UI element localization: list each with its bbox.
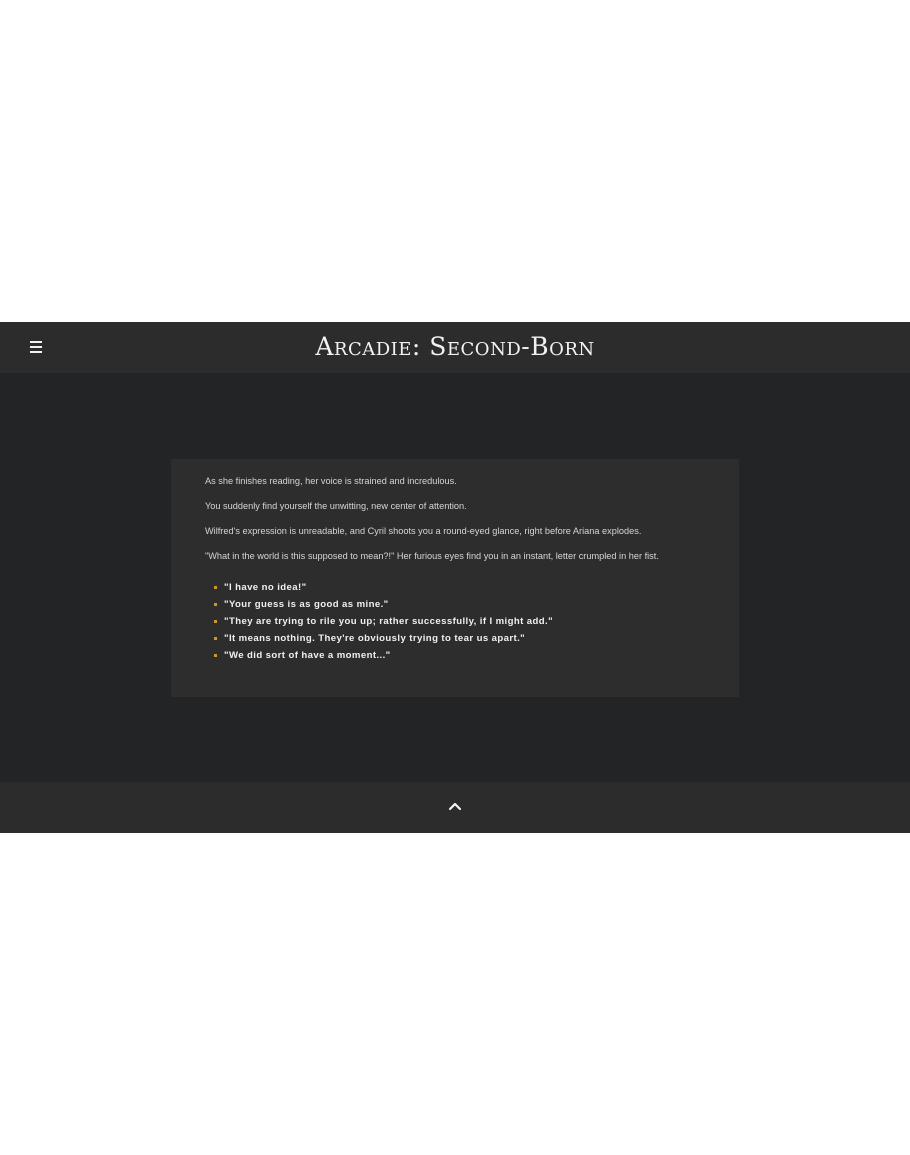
bottom-bar [0, 782, 910, 833]
bullet-icon [214, 654, 217, 657]
choice-label: "Your guess is as good as mine." [224, 599, 389, 610]
passage-paragraph: Wilfred's expression is unreadable, and Cyril shoots you a round-eyed glance, right before Ariana explodes. [205, 526, 642, 536]
choice-link[interactable] [214, 630, 711, 647]
passage-paragraph: As she finishes reading, her voice is strained and incredulous. [205, 476, 457, 486]
choice-label: "We did sort of have a moment..." [224, 650, 391, 661]
choice-link[interactable] [214, 613, 711, 630]
choice-label: "They are trying to rile you up; rather successfully, if I might add." [224, 616, 554, 627]
choice-list [205, 579, 711, 664]
bullet-icon [214, 637, 217, 640]
top-bar [0, 322, 910, 373]
passage-paragraph: You suddenly find yourself the unwitting, new center of attention. [205, 501, 467, 511]
game-app [0, 322, 910, 833]
chevron-up-icon [445, 796, 465, 816]
choice-link[interactable] [214, 579, 711, 596]
choice-link[interactable] [214, 647, 711, 664]
bullet-icon [214, 620, 217, 623]
scroll-to-top-button[interactable] [445, 796, 465, 816]
bullet-icon [214, 603, 217, 606]
passage-paragraph: "What in the world is this supposed to mean?!" Her furious eyes find you in an instant, letter crumpled in her fist. [205, 551, 659, 561]
game-title: Arcadie: Second-Born [315, 332, 595, 361]
choice-link[interactable] [214, 596, 711, 613]
bullet-icon [214, 586, 217, 589]
choice-label: "I have no idea!" [224, 582, 307, 593]
passage-panel [171, 459, 739, 697]
choice-label: "It means nothing. They're obviously trying to tear us apart." [224, 633, 526, 644]
